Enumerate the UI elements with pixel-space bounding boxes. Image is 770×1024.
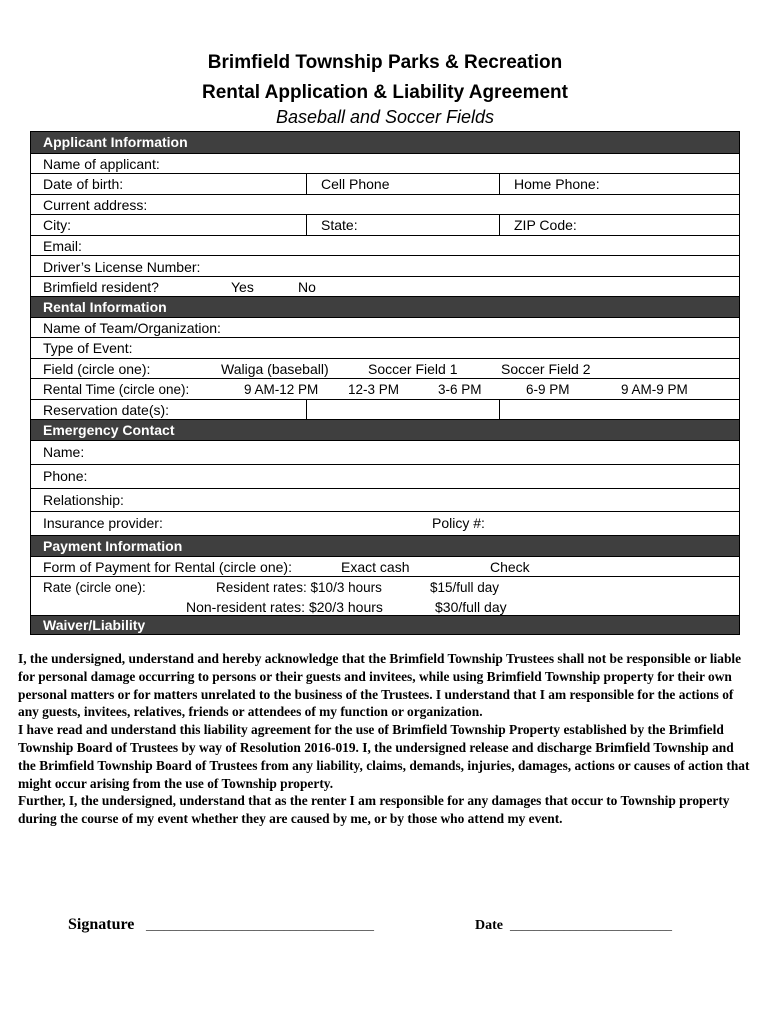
rate-option-nonresident-3h[interactable]: Non-resident rates: $20/3 hours bbox=[186, 599, 383, 615]
rate-option-nonresident-day[interactable]: $30/full day bbox=[435, 599, 507, 615]
dob-label: Date of birth: bbox=[43, 176, 124, 192]
section-title: Applicant Information bbox=[43, 134, 188, 150]
rate-option-resident-3h[interactable]: Resident rates: $10/3 hours bbox=[216, 580, 382, 595]
reservation-dates-label: Reservation date(s): bbox=[43, 402, 170, 418]
time-option-6-9[interactable]: 6-9 PM bbox=[526, 382, 570, 397]
payment-form-row bbox=[31, 556, 739, 576]
resident-no-option[interactable]: No bbox=[298, 279, 316, 295]
state-label: State: bbox=[321, 217, 358, 233]
document-fields-subtitle: Baseball and Soccer Fields bbox=[275, 107, 495, 127]
field-label: Relationship: bbox=[43, 492, 124, 508]
zip-label: ZIP Code: bbox=[514, 217, 577, 233]
home-phone-label: Home Phone: bbox=[514, 176, 600, 192]
rental-time-label: Rental Time (circle one): bbox=[43, 382, 190, 397]
field-label: Type of Event: bbox=[43, 340, 133, 356]
signature-line[interactable]: ______________________________________ bbox=[146, 918, 374, 932]
insurance-row bbox=[31, 511, 739, 535]
section-header-waiver bbox=[31, 615, 739, 634]
section-title: Rental Information bbox=[43, 299, 167, 315]
rate-row bbox=[31, 576, 739, 615]
time-option-all-day[interactable]: 9 AM-9 PM bbox=[621, 382, 688, 397]
field-label: Name: bbox=[43, 444, 85, 460]
section-title: Emergency Contact bbox=[43, 422, 175, 438]
field-label: Driver’s License Number: bbox=[43, 259, 201, 275]
field-choice-row bbox=[31, 358, 739, 378]
payment-option-check[interactable]: Check bbox=[490, 559, 530, 575]
emergency-name-field[interactable] bbox=[31, 440, 739, 464]
section-header-applicant bbox=[31, 132, 739, 153]
license-field[interactable] bbox=[31, 255, 739, 276]
emergency-phone-field[interactable] bbox=[31, 464, 739, 488]
resident-yes-option[interactable]: Yes bbox=[231, 279, 254, 295]
waiver-text bbox=[18, 650, 753, 828]
signature-label: Signature bbox=[68, 916, 135, 933]
insurance-label: Insurance provider: bbox=[43, 515, 163, 531]
document-subtitle: Rental Application & Liability Agreement bbox=[202, 82, 568, 103]
field-option-soccer-2[interactable]: Soccer Field 2 bbox=[501, 361, 591, 377]
cell-phone-label: Cell Phone bbox=[321, 176, 390, 192]
section-header-rental bbox=[31, 296, 739, 317]
date-label: Date bbox=[475, 918, 503, 933]
field-option-waliga[interactable]: Waliga (baseball) bbox=[221, 361, 329, 377]
city-label: City: bbox=[43, 217, 71, 233]
rate-option-resident-day[interactable]: $15/full day bbox=[430, 580, 500, 595]
rate-label: Rate (circle one): bbox=[43, 580, 146, 595]
policy-label: Policy #: bbox=[432, 515, 485, 531]
payment-option-cash[interactable]: Exact cash bbox=[341, 559, 410, 575]
waiver-paragraph-2: I have read and understand this liability agreement for the use of Brimfield Township Property established by the Brimfield Township Board of Trustees by way of Resolution 2016-019. I, the undersigned release and discharge Brimfield Township and the Brimfield Township Board of Trustees from any liability, claims, demands, injuries, damages, actions or causes of action that might occur arising from the use of Township property. bbox=[18, 722, 750, 791]
payment-form-label: Form of Payment for Rental (circle one): bbox=[43, 559, 292, 575]
resident-label: Brimfield resident? bbox=[43, 279, 159, 295]
field-label: Name of applicant: bbox=[43, 156, 160, 172]
field-choice-label: Field (circle one): bbox=[43, 361, 151, 377]
section-title: Waiver/Liability bbox=[43, 617, 146, 633]
time-option-9-12[interactable]: 9 AM-12 PM bbox=[244, 382, 319, 397]
section-title: Payment Information bbox=[43, 538, 183, 554]
waiver-paragraph-1: I, the undersigned, understand and hereby acknowledge that the Brimfield Township Trustees shall not be responsible or liable for personal damage occurring to persons or their guests and invitees, while using Brimfield Township property for their own personal matters or for matters unrelated to the business of the Trustees. I understand that I am responsible for the actions of any guests, invitees, relatives, friends or attendees of my function or organization. bbox=[18, 651, 742, 720]
time-option-3-6[interactable]: 3-6 PM bbox=[438, 382, 482, 397]
team-field[interactable] bbox=[31, 317, 739, 337]
section-header-emergency bbox=[31, 419, 739, 440]
event-type-field[interactable] bbox=[31, 337, 739, 358]
applicant-name-field[interactable] bbox=[31, 153, 739, 173]
document-title: Brimfield Township Parks & Recreation bbox=[207, 52, 563, 73]
waiver-paragraph-3: Further, I, the undersigned, understand that as the renter I am responsible for any damages that occur to Township property during the course of my event whether they are caused by me, or by those who attend my event. bbox=[18, 793, 730, 827]
emergency-relationship-field[interactable] bbox=[31, 488, 739, 511]
application-form bbox=[30, 131, 740, 635]
rental-time-row bbox=[31, 378, 739, 399]
reservation-dates-row bbox=[31, 399, 739, 419]
time-option-12-3[interactable]: 12-3 PM bbox=[348, 382, 400, 397]
resident-row bbox=[31, 276, 739, 296]
date-line[interactable]: ___________________________ bbox=[510, 918, 672, 932]
city-state-zip-row bbox=[31, 214, 739, 235]
field-label: Name of Team/Organization: bbox=[43, 320, 221, 336]
field-label: Current address: bbox=[43, 197, 148, 213]
field-label: Phone: bbox=[43, 468, 88, 484]
section-header-payment bbox=[31, 535, 739, 556]
field-option-soccer-1[interactable]: Soccer Field 1 bbox=[368, 361, 458, 377]
dob-phone-row bbox=[31, 173, 739, 194]
email-field[interactable] bbox=[31, 235, 739, 255]
address-field[interactable] bbox=[31, 194, 739, 214]
field-label: Email: bbox=[43, 238, 82, 254]
